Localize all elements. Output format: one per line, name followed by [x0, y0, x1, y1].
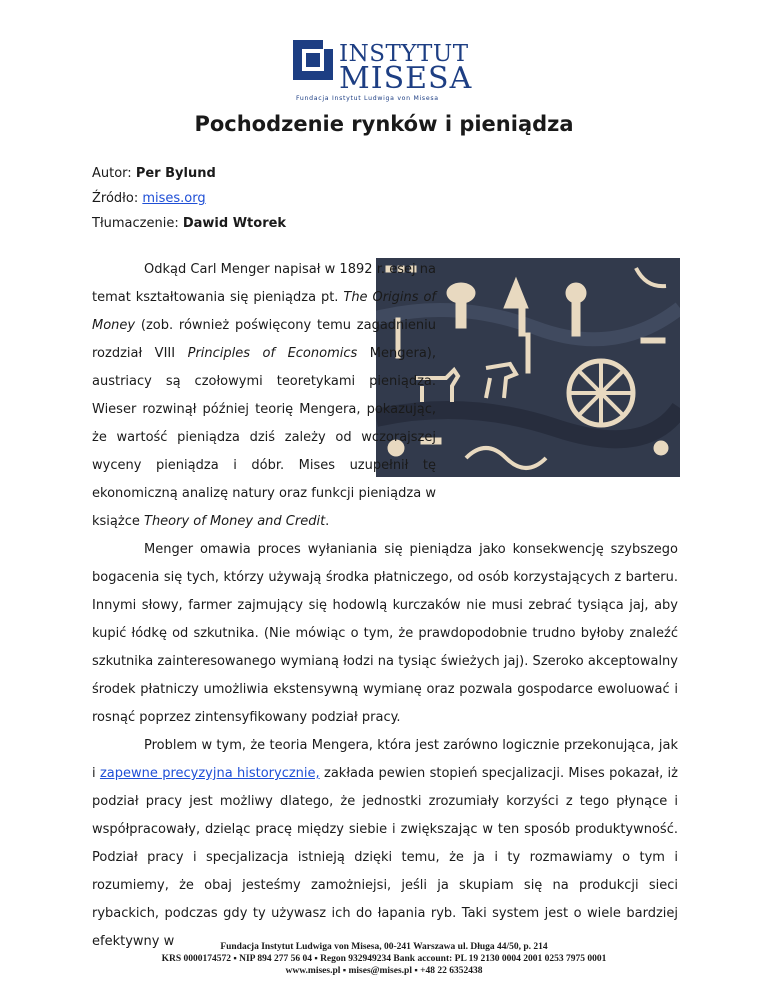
footer-contact: www.mises.pl ▪ mises@mises.pl ▪ +48 22 6352438: [285, 966, 483, 976]
book-title-principles: Principles of Economics: [187, 346, 358, 361]
paragraph-1: [92, 256, 678, 536]
paragraph-1-text-b: (zob. również poświęcony temu zagadnieniu rozdział VIII: [92, 318, 436, 361]
institute-logo: [293, 40, 509, 106]
translator-line: [92, 216, 286, 232]
book-title-theory: Theory of Money and Credit: [144, 514, 326, 529]
source-line: [92, 191, 206, 207]
paragraph-3: [92, 732, 678, 956]
page-title: Pochodzenie rynków i pieniądza: [194, 112, 574, 136]
page-footer: [0, 941, 768, 977]
author-label: Autor:: [92, 166, 132, 181]
image-float-spacer: [436, 256, 678, 484]
translator-name: Dawid Wtorek: [182, 216, 287, 231]
paragraph-2: Menger omawia proces wyłaniania się pieniądza jako konsekwencję szybszego bogacenia się tych, którzy używają środka płatniczego, od osób korzystających z barteru. Innymi słowy, farmer zajmujący się hodowlą kurczaków nie musi zebrać tysiąca jaj, aby kupić łódkę od szkutnika. (Nie mówiąc o tym, że prawdopodobnie trudno byłoby znaleźć szkutnika zainteresowanego wymianą łodzi na tysiąc świeżych jaj). Szeroko akceptowalny środek płatniczy umożliwia ekstensywną wymianę oraz pozwala gospodarce ewoluować i rosnąć poprzez zintensyfikowany podział pracy.: [92, 542, 678, 725]
footer-address: Fundacja Instytut Ludwiga von Misesa, 00-241 Warszawa ul. Długa 44/50, p. 214: [220, 942, 548, 952]
paragraph-3-text-b: zakłada pewien stopień specjalizacji. Mises pokazał, iż podział pracy jest możliwy dlatego, że jednostki zrozumiały korzyści z tego płynące i współpracowały, dzieląc pracę między siebie i zwiększając w ten sposób produktywność. Podział pracy i specjalizacja istnieją dzięki temu, że ja i ty rozmawiamy o tym i rozumiemy, że obaj jesteśmy zamożniejsi, jeśli ja skupiam się na produkcji sieci rybackich, podczas gdy ty używasz ich do łapania ryb. Taki system jest o wiele bardziej efektywny w: [92, 766, 678, 949]
paragraph-3-text-a: Problem w tym, że teoria Mengera, która jest zarówno logicznie przekonująca, jak i: [92, 738, 678, 781]
source-link[interactable]: mises.org: [142, 191, 206, 206]
author-name: Per Bylund: [135, 166, 216, 181]
book-title-origins: The Origins of Money: [92, 290, 436, 333]
logo-text-instytut: INSTYTUT: [339, 41, 469, 67]
logo-text-misesa: MISESA: [339, 61, 473, 96]
paragraph-1-text-c: Mengera), austriacy są czołowymi teoretykami pieniądza. Wieser rozwinął później teorię Mengera, pokazując, że wartość pieniądza dziś zależy od wczorajszej wyceny pieniądza i dóbr. Mises uzupełnił tę ekonomiczną analizę natury oraz funkcji pieniądza w książce: [92, 346, 437, 529]
author-line: [92, 166, 216, 182]
footer-registration: KRS 0000174572 ▪ NIP 894 277 56 04 ▪ Regon 932949234 Bank account: PL 19 2130 0004 2001 0253 7975 0001: [161, 954, 607, 964]
paragraph-1-end: .: [325, 514, 330, 529]
logo-mark-icon: [293, 40, 335, 84]
historical-precision-link[interactable]: zapewne precyzyjna historycznie,: [99, 766, 320, 781]
source-label: Źródło:: [92, 191, 139, 206]
paragraph-1-text-a: Odkąd Carl Menger napisał w 1892 r. esej na temat kształtowania się pieniądza pt.: [92, 262, 436, 305]
translator-label: Tłumaczenie:: [92, 216, 179, 231]
logo-tagline: Fundacja Instytut Ludwiga von Misesa: [296, 95, 439, 102]
